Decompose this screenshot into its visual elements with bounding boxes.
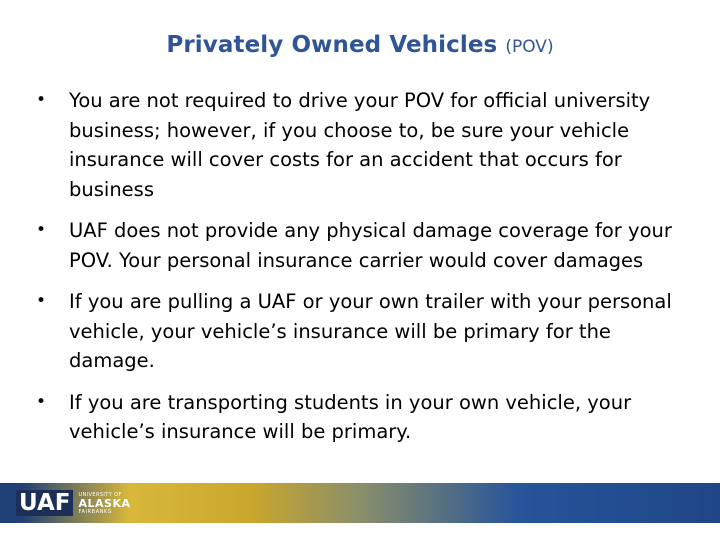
logo-line-fairbanks: FAIRBANKS — [78, 508, 112, 515]
bullet-marker: • — [35, 90, 47, 110]
title-main: Privately Owned Vehicles — [166, 32, 498, 58]
uaf-logo — [16, 488, 131, 518]
bullet-text: UAF does not provide any physical damage coverage for your POV. Your personal insurance carrier would cover damages — [69, 219, 672, 272]
logo-text — [78, 492, 130, 515]
slide-title — [0, 30, 720, 62]
bullet-item — [31, 216, 691, 275]
bullet-marker: • — [35, 391, 47, 412]
bullet-marker: • — [35, 291, 47, 311]
bullet-item — [31, 287, 691, 376]
bullet-text: If you are transporting students in your own vehicle, your vehicle’s insurance will be primary. — [69, 390, 632, 443]
logo-line-university: UNIVERSITY OF — [78, 491, 122, 498]
logo-mark: UAF — [16, 490, 73, 516]
bullet-text: You are not required to drive your POV for official university business; however, if you choose to, be sure your vehicle insurance will cover costs for an accident that occurs for business — [69, 89, 651, 201]
bullet-text: If you are pulling a UAF or your own trailer with your personal vehicle, your vehicle’s insurance will be primary for the damage. — [69, 290, 672, 372]
bullet-marker: • — [35, 220, 47, 240]
title-suffix: (POV) — [505, 37, 554, 57]
bullet-list — [31, 86, 691, 459]
bullet-item — [31, 86, 691, 204]
logo-line-alaska: ALASKA — [78, 496, 131, 510]
bullet-item — [31, 388, 691, 447]
